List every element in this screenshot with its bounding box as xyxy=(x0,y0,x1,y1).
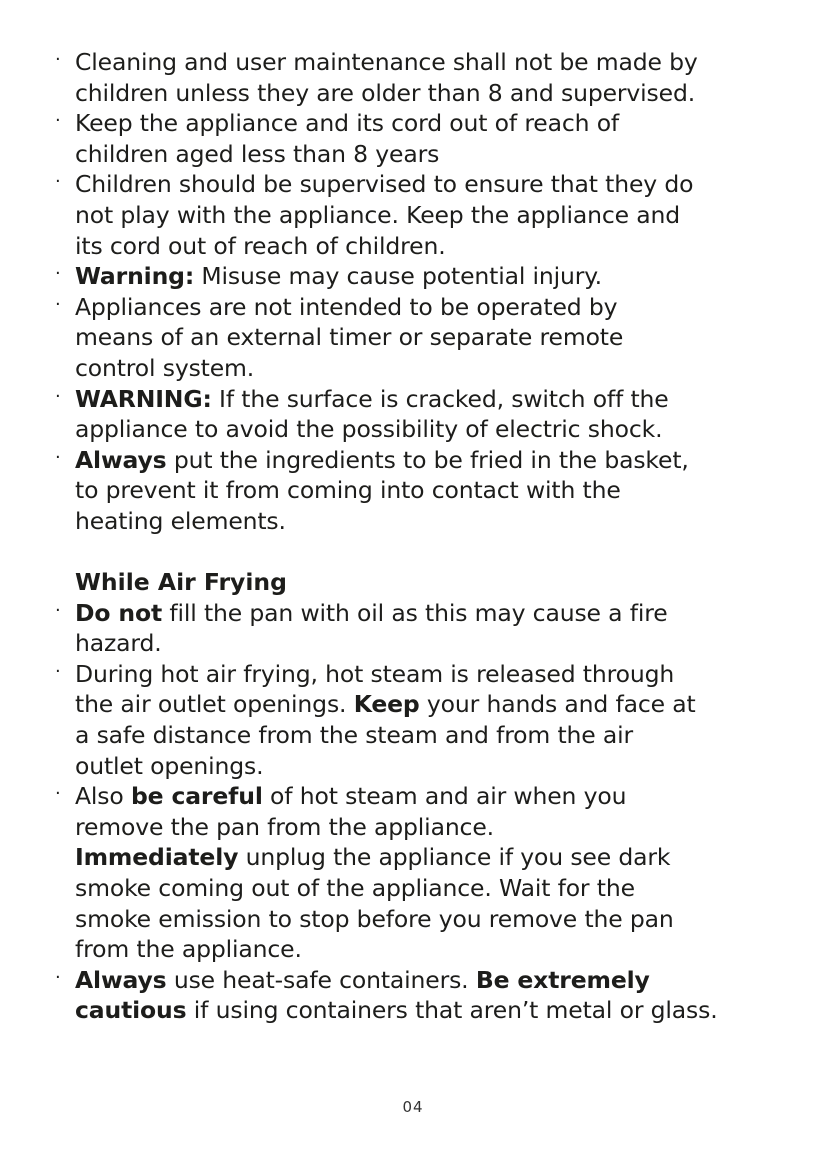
emphasis-text: Keep xyxy=(353,690,420,719)
bullet-icon: · xyxy=(55,385,61,407)
emphasis-text: Do not xyxy=(75,598,163,627)
body-text: smoke emission to stop before you remove the pan xyxy=(75,904,674,933)
body-text: means of an external timer or separate remote xyxy=(75,323,624,352)
body-text: of hot steam and air when you xyxy=(262,782,627,811)
bullet-icon: · xyxy=(55,110,61,132)
body-text: its cord out of reach of children. xyxy=(75,231,446,260)
body-text: to prevent it from coming into contact with the xyxy=(75,476,621,505)
list-item xyxy=(55,384,790,445)
emphasis-text: WARNING: xyxy=(75,384,212,413)
body-text: appliance to avoid the possibility of electric shock. xyxy=(75,415,663,444)
body-text: fill the pan with oil as this may cause a fire xyxy=(162,598,668,627)
text-line xyxy=(75,506,790,537)
list-item xyxy=(55,445,790,537)
bullet-icon: · xyxy=(55,171,61,193)
body-text: if using containers that aren’t metal or glass. xyxy=(186,996,718,1025)
emphasis-text: Always xyxy=(75,445,167,474)
body-text: children aged less than 8 years xyxy=(75,139,440,168)
body-text: from the appliance. xyxy=(75,935,302,964)
instructions-content xyxy=(55,47,790,1026)
list-item xyxy=(55,169,790,261)
text-line xyxy=(75,812,790,843)
bullet-icon: · xyxy=(55,660,61,682)
text-line xyxy=(75,384,790,415)
body-text: During hot air frying, hot steam is released through xyxy=(75,659,675,688)
section-heading: While Air Frying xyxy=(75,568,287,597)
text-line xyxy=(75,200,790,231)
text-line xyxy=(75,689,790,720)
body-text: If the surface is cracked, switch off the xyxy=(211,384,669,413)
bullet-icon: · xyxy=(55,966,61,988)
text-line xyxy=(75,873,790,904)
text-line xyxy=(75,659,790,690)
body-text: remove the pan from the appliance. xyxy=(75,812,494,841)
text-line xyxy=(75,261,790,292)
list-item xyxy=(55,292,790,384)
body-text: Misuse may cause potential injury. xyxy=(194,262,603,291)
page-number: 04 xyxy=(402,1098,424,1116)
text-line xyxy=(75,353,790,384)
text-line xyxy=(75,139,790,170)
text-line xyxy=(75,781,790,812)
emphasis-text: Warning: xyxy=(75,262,195,291)
emphasis-text: cautious xyxy=(75,996,187,1025)
text-line xyxy=(75,414,790,445)
section-spacer xyxy=(55,537,790,568)
text-line xyxy=(75,445,790,476)
body-text: outlet openings. xyxy=(75,751,264,780)
body-text: use heat-safe containers. xyxy=(166,965,476,994)
bullet-icon: · xyxy=(55,599,61,621)
text-line xyxy=(75,292,790,323)
list-item xyxy=(55,965,790,1026)
text-line xyxy=(75,475,790,506)
emphasis-text: Always xyxy=(75,965,167,994)
body-text: Keep the appliance and its cord out of reach of xyxy=(75,109,620,138)
body-text: not play with the appliance. Keep the appliance and xyxy=(75,200,681,229)
list-item xyxy=(55,261,790,292)
text-line xyxy=(75,322,790,353)
text-line xyxy=(75,842,790,873)
text-line xyxy=(75,108,790,139)
body-text: put the ingredients to be fried in the basket, xyxy=(166,445,689,474)
body-text: children unless they are older than 8 and supervised. xyxy=(75,78,696,107)
bullet-icon: · xyxy=(55,446,61,468)
bullet-icon: · xyxy=(55,49,61,70)
text-line xyxy=(75,751,790,782)
text-line xyxy=(75,231,790,262)
list-item xyxy=(55,47,790,108)
emphasis-text: Immediately xyxy=(75,843,239,872)
body-text: Also xyxy=(75,782,131,811)
emphasis-text: Be extremely xyxy=(475,965,650,994)
text-line xyxy=(75,965,790,996)
list-item xyxy=(55,598,790,659)
text-line xyxy=(75,934,790,965)
body-text: control system. xyxy=(75,353,255,382)
text-line xyxy=(75,628,790,659)
safety-list xyxy=(55,47,790,537)
text-line xyxy=(75,78,790,109)
list-item xyxy=(55,781,790,965)
body-text: Children should be supervised to ensure that they do xyxy=(75,170,694,199)
text-line xyxy=(75,47,790,78)
body-text: a safe distance from the steam and from the air xyxy=(75,721,634,750)
body-text: your hands and face at xyxy=(419,690,696,719)
bullet-icon: · xyxy=(55,293,61,315)
air-frying-list xyxy=(55,598,790,1026)
text-line xyxy=(75,598,790,629)
bullet-icon: · xyxy=(55,263,61,285)
body-text: Cleaning and user maintenance shall not be made by xyxy=(75,48,698,76)
body-text: Appliances are not intended to be operated by xyxy=(75,292,618,321)
body-text: smoke coming out of the appliance. Wait for the xyxy=(75,874,635,903)
text-line xyxy=(75,995,790,1026)
text-line xyxy=(75,169,790,200)
body-text: unplug the appliance if you see dark xyxy=(238,843,671,872)
text-line xyxy=(75,720,790,751)
emphasis-text: be careful xyxy=(130,782,263,811)
list-item xyxy=(55,108,790,169)
text-line xyxy=(75,904,790,935)
bullet-icon: · xyxy=(55,783,61,805)
body-text: the air outlet openings. xyxy=(75,690,354,719)
body-text: heating elements. xyxy=(75,506,286,535)
list-item xyxy=(55,659,790,781)
body-text: hazard. xyxy=(75,629,162,658)
